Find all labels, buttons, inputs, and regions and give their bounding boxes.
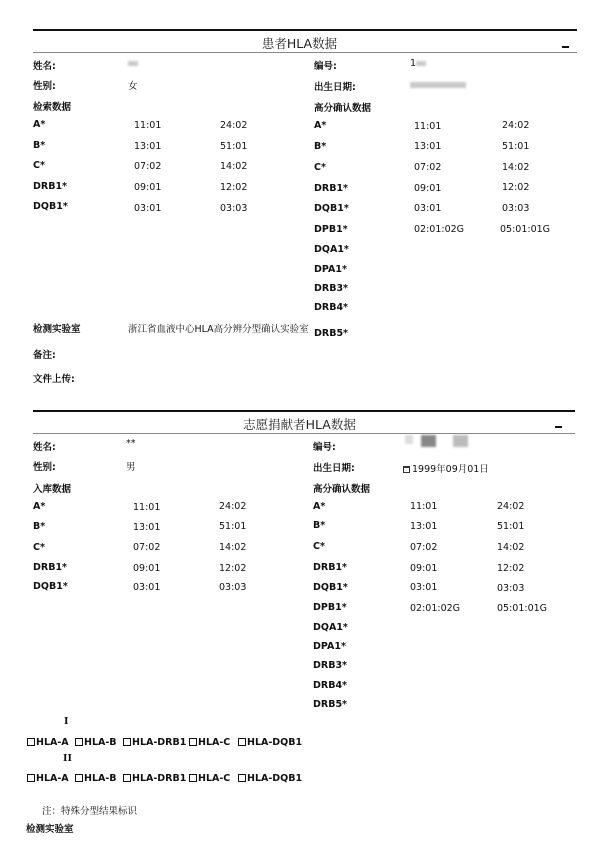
donor-number-redacted-2 [421,435,436,447]
allele-1: 03:01 [133,582,161,593]
allele-1: 07:02 [133,542,161,553]
checkbox-label: HLA-DRB1 [132,773,187,784]
patient-section-title: 患者HLA数据 [261,36,338,51]
allele-2: 24:02 [219,501,247,512]
donor-collapse-button[interactable] [555,426,562,428]
footnote: 注：特殊分型结果标识 [42,806,138,817]
donor-sex-value: 男 [126,462,136,473]
locus-label: C* [33,160,45,171]
checkbox-label: HLA-C [198,773,231,784]
class-i-checkbox-hla-a[interactable] [27,737,69,748]
calendar-icon [403,466,410,473]
class-i-checkbox-hla-b[interactable] [75,737,117,748]
checkbox-label: HLA-B [84,773,117,784]
locus-label: DRB1* [313,562,348,573]
checkbox-label: HLA-B [84,737,117,748]
footer-lab-label: 检测实验室 [26,824,74,835]
donor-dob-label: 出生日期: [313,463,355,474]
checkbox-box [238,774,246,782]
patient-title-rule [33,52,577,53]
allele-1: 03:01 [134,203,162,214]
locus-label: DRB1* [314,183,349,194]
allele-2: 03:03 [497,583,525,594]
locus-label: DQA1* [313,622,348,633]
checkbox-box [27,738,35,746]
class-i-checkbox-hla-drb1[interactable] [123,737,186,748]
allele-2: 51:01 [219,521,247,532]
allele-2: 14:02 [502,162,530,173]
locus-label: B* [313,520,326,531]
checkbox-box [189,738,197,746]
donor-highres-label: 高分确认数据 [313,484,371,495]
checkbox-box [27,774,35,782]
allele-2: 12:02 [220,182,248,193]
class-ii-checkbox-hla-b[interactable] [75,773,117,784]
allele-1: 11:01 [134,120,162,131]
donor-number-label: 编号: [313,442,336,453]
allele-2: 12:02 [497,563,525,574]
locus-label: B* [314,141,327,152]
locus-label: A* [314,120,327,131]
donor-sex-label: 性别: [33,462,56,473]
donor-name-value: ** [126,438,136,449]
checkbox-box [123,738,131,746]
allele-2: 24:02 [220,120,248,131]
allele-2: 51:01 [502,141,530,152]
allele-2: 24:02 [497,501,525,512]
donor-number-redacted-3 [453,435,468,447]
allele-1: 09:01 [134,182,162,193]
donor-title-rule [33,433,575,434]
patient-number-label: 编号: [314,61,337,72]
patient-number-redacted [416,61,426,66]
locus-label: DQB1* [33,201,68,212]
allele-2: 05:01:01G [500,224,551,235]
patient-notes-label: 备注: [33,350,56,361]
allele-2: 03:03 [219,582,247,593]
class-i-checkbox-hla-dqb1[interactable] [238,737,302,748]
class-ii-checkbox-hla-c[interactable] [189,773,230,784]
locus-label: A* [33,119,46,130]
locus-label: A* [313,501,326,512]
locus-label: C* [33,542,45,553]
locus-label: DRB5* [314,328,349,339]
checkbox-label: HLA-A [36,737,69,748]
locus-label: DRB4* [313,680,348,691]
class-ii-checkbox-hla-a[interactable] [27,773,69,784]
class-ii-checkbox-hla-drb1[interactable] [123,773,186,784]
locus-label: DRB3* [314,283,349,294]
patient-upload-label[interactable]: 文件上传: [33,374,75,385]
allele-2: 51:01 [220,141,248,152]
locus-label: C* [314,162,326,173]
patient-sex-label: 性别: [33,81,56,92]
patient-retrieval-label: 检索数据 [33,102,72,113]
locus-label: DRB1* [33,562,68,573]
locus-label: DRB3* [313,660,348,671]
checkbox-label: HLA-DRB1 [132,737,187,748]
locus-label: DPA1* [313,641,346,652]
patient-lab-label: 检测实验室 [33,324,81,335]
donor-name-label: 姓名: [33,442,56,453]
checkbox-label: HLA-DQB1 [247,773,303,784]
locus-label: DPB1* [314,224,348,235]
allele-1: 13:01 [410,521,438,532]
allele-2: 05:01:01G [497,603,548,614]
class-ii-heading: II [63,753,72,764]
patient-dob-label: 出生日期: [314,82,356,93]
allele-2: 03:03 [220,203,248,214]
locus-label: DQB1* [33,581,68,592]
allele-1: 03:01 [414,203,442,214]
allele-2: 14:02 [220,161,248,172]
locus-label: DRB4* [314,302,349,313]
allele-1: 13:01 [414,141,442,152]
locus-label: C* [313,541,325,552]
checkbox-label: HLA-C [198,737,231,748]
allele-2: 12:02 [502,182,530,193]
allele-1: 09:01 [133,563,161,574]
allele-1: 02:01:02G [414,224,465,235]
allele-2: 51:01 [497,521,525,532]
locus-label: DRB1* [33,181,68,192]
patient-number-value: 1 [410,58,417,69]
checkbox-label: HLA-A [36,773,69,784]
allele-1: 07:02 [414,162,442,173]
patient-lab-value: 浙江省血液中心HLA高分辨分型确认实验室 [128,324,309,335]
locus-label: DQB1* [314,203,349,214]
allele-1: 09:01 [410,563,438,574]
donor-top-rule [33,410,575,412]
patient-sex-value: 女 [128,81,138,92]
allele-1: 11:01 [410,501,438,512]
allele-2: 03:03 [502,203,530,214]
donor-section-title: 志愿捐献者HLA数据 [243,417,356,432]
patient-name-label: 姓名: [33,61,56,72]
donor-dob-value: 1999年09月01日 [412,464,489,475]
allele-1: 03:01 [410,582,438,593]
patient-dob-redacted [410,82,466,88]
allele-1: 02:01:02G [410,603,461,614]
allele-1: 07:02 [410,542,438,553]
donor-dob-field[interactable] [403,461,489,475]
patient-collapse-button[interactable] [562,46,569,48]
checkbox-box [75,774,83,782]
allele-2: 12:02 [219,563,247,574]
locus-label: B* [33,140,46,151]
checkbox-box [75,738,83,746]
allele-1: 07:02 [134,161,162,172]
locus-label: DRB5* [313,699,348,710]
class-i-heading: I [64,716,69,727]
allele-2: 14:02 [497,542,525,553]
locus-label: DPA1* [314,264,347,275]
allele-1: 11:01 [414,121,442,132]
patient-top-rule [33,29,577,31]
donor-storage-label: 入库数据 [33,484,72,495]
allele-1: 13:01 [134,141,162,152]
locus-label: B* [33,521,46,532]
locus-label: DPB1* [313,602,347,613]
checkbox-box [189,774,197,782]
class-ii-checkbox-hla-dqb1[interactable] [238,773,302,784]
checkbox-box [238,738,246,746]
checkbox-box [123,774,131,782]
patient-highres-label: 高分确认数据 [314,103,372,114]
locus-label: A* [33,501,46,512]
allele-1: 13:01 [133,522,161,533]
patient-name-redacted [128,61,138,66]
allele-2: 24:02 [502,120,530,131]
checkbox-label: HLA-DQB1 [247,737,303,748]
locus-label: DQB1* [313,582,348,593]
donor-number-redacted-1 [405,435,413,444]
allele-2: 14:02 [219,542,247,553]
allele-1: 09:01 [414,183,442,194]
allele-1: 11:01 [133,502,161,513]
locus-label: DQA1* [314,244,349,255]
class-i-checkbox-hla-c[interactable] [189,737,230,748]
